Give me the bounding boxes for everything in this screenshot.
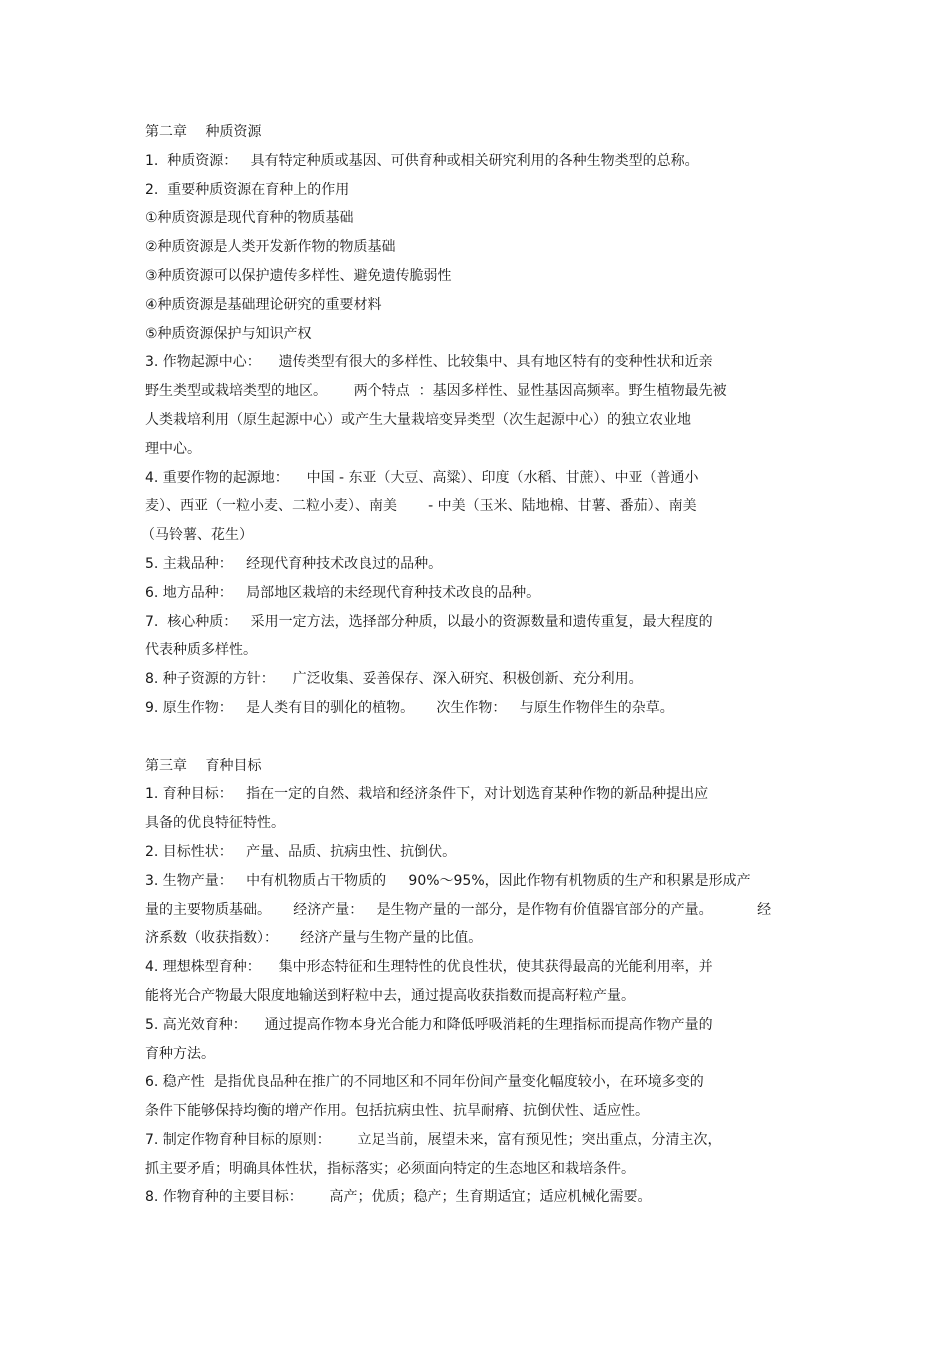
chapter2-line: 人类栽培利用（原生起源中心）或产生大量栽培变异类型（次生起源中心）的独立农业地 [145, 411, 691, 428]
chapter3-line: 5. 高光效育种： 通过提高作物本身光合能力和降低呼吸消耗的生理指标而提高作物产量的 [145, 1016, 713, 1033]
chapter2-line: 4. 重要作物的起源地： 中国 - 东亚（大豆、高粱）、印度（水稻、甘蔗）、中亚（普通小 [145, 469, 699, 486]
chapter2-line: 理中心。 [145, 440, 201, 457]
chapter2-line: 2. 重要种质资源在育种上的作用 [145, 181, 350, 198]
chapter2-line: 5. 主栽品种： 经现代育种技术改良过的品种。 [145, 555, 443, 572]
chapter3-line: 能将光合产物最大限度地输送到籽粒中去，通过提高收获指数而提高籽粒产量。 [145, 987, 635, 1004]
chapter3-line: 济系数（收获指数）： 经济产量与生物产量的比值。 [145, 930, 483, 947]
chapter2-line: 麦）、西亚（一粒小麦、二粒小麦）、南美 - 中美（玉米、陆地棉、甘薯、番茄）、南美 [145, 498, 697, 515]
chapter2-title: 第二章 种质资源 [145, 124, 262, 140]
chapter2-line: （马铃薯、花生） [141, 527, 253, 544]
chapter3-line: 8. 作物育种的主要目标： 高产；优质；稳产；生育期适宜；适应机械化需要。 [145, 1189, 652, 1206]
document-body [141, 118, 835, 1212]
chapter3-line: 育种方法。 [145, 1045, 215, 1062]
chapter2-line: 野生类型或栽培类型的地区。 两个特点 ：基因多样性、显性基因高频率。野生植物最先被 [145, 383, 727, 400]
chapter2-line: 1. 种质资源： 具有特定种质或基因、可供育种或相关研究利用的各种生物类型的总称。 [145, 152, 699, 169]
chapter3-line: 6. 稳产性 是指优良品种在推广的不同地区和不同年份间产量变化幅度较小，在环境多变的 [145, 1074, 704, 1091]
chapter2-line: ③种质资源可以保护遗传多样性、避免遗传脆弱性 [145, 267, 452, 284]
chapter2-line: 6. 地方品种： 局部地区栽培的未经现代育种技术改良的品种。 [145, 584, 541, 601]
chapter3-line: 1. 育种目标： 指在一定的自然、栽培和经济条件下，对计划选育某种作物的新品种提出应 [145, 786, 709, 803]
chapter2-line: ⑤种质资源保护与知识产权 [145, 325, 312, 342]
chapter2-line: 7. 核心种质： 采用一定方法，选择部分种质，以最小的资源数量和遗传重复，最大程度的 [145, 613, 713, 630]
chapter3-line: 具备的优良特征特性。 [145, 815, 285, 832]
chapter2-line: ②种质资源是人类开发新作物的物质基础 [145, 239, 396, 256]
chapter3-line: 4. 理想株型育种： 集中形态特征和生理特性的优良性状，使其获得最高的光能利用率，并 [145, 959, 713, 976]
chapter2-line: 9. 原生作物： 是人类有目的驯化的植物。 次生作物： 与原生作物伴生的杂草。 [145, 699, 674, 716]
section-gap [145, 723, 835, 752]
chapter3-line: 条件下能够保持均衡的增产作用。包括抗病虫性、抗旱耐瘠、抗倒伏性、适应性。 [145, 1103, 649, 1120]
chapter2-line: 3. 作物起源中心： 遗传类型有很大的多样性、比较集中、具有地区特有的变种性状和近亲 [145, 354, 713, 371]
chapter3-line: 7. 制定作物育种目标的原则： 立足当前，展望未来，富有预见性；突出重点，分清主次， [145, 1131, 722, 1148]
chapter2-line: ④种质资源是基础理论研究的重要材料 [145, 296, 382, 313]
chapter3-line: 2. 目标性状： 产量、品质、抗病虫性、抗倒伏。 [145, 843, 457, 860]
chapter2-line: 代表种质多样性。 [145, 642, 257, 659]
chapter3-line: 3. 生物产量： 中有机物质占干物质的 90%～95%，因此作物有机物质的生产和积累是形成产 [145, 872, 751, 889]
chapter2-line: ①种质资源是现代育种的物质基础 [145, 210, 354, 227]
chapter2-line: 8. 种子资源的方针： 广泛收集、妥善保存、深入研究、积极创新、充分利用。 [145, 671, 643, 688]
chapter3-line: 抓主要矛盾；明确具体性状，指标落实；必须面向特定的生态地区和栽培条件。 [145, 1160, 635, 1177]
chapter3-line: 量的主要物质基础。 经济产量： 是生物产量的一部分，是作物有价值器官部分的产量。 经 [145, 901, 772, 918]
chapter3-title: 第三章 育种目标 [145, 757, 262, 774]
